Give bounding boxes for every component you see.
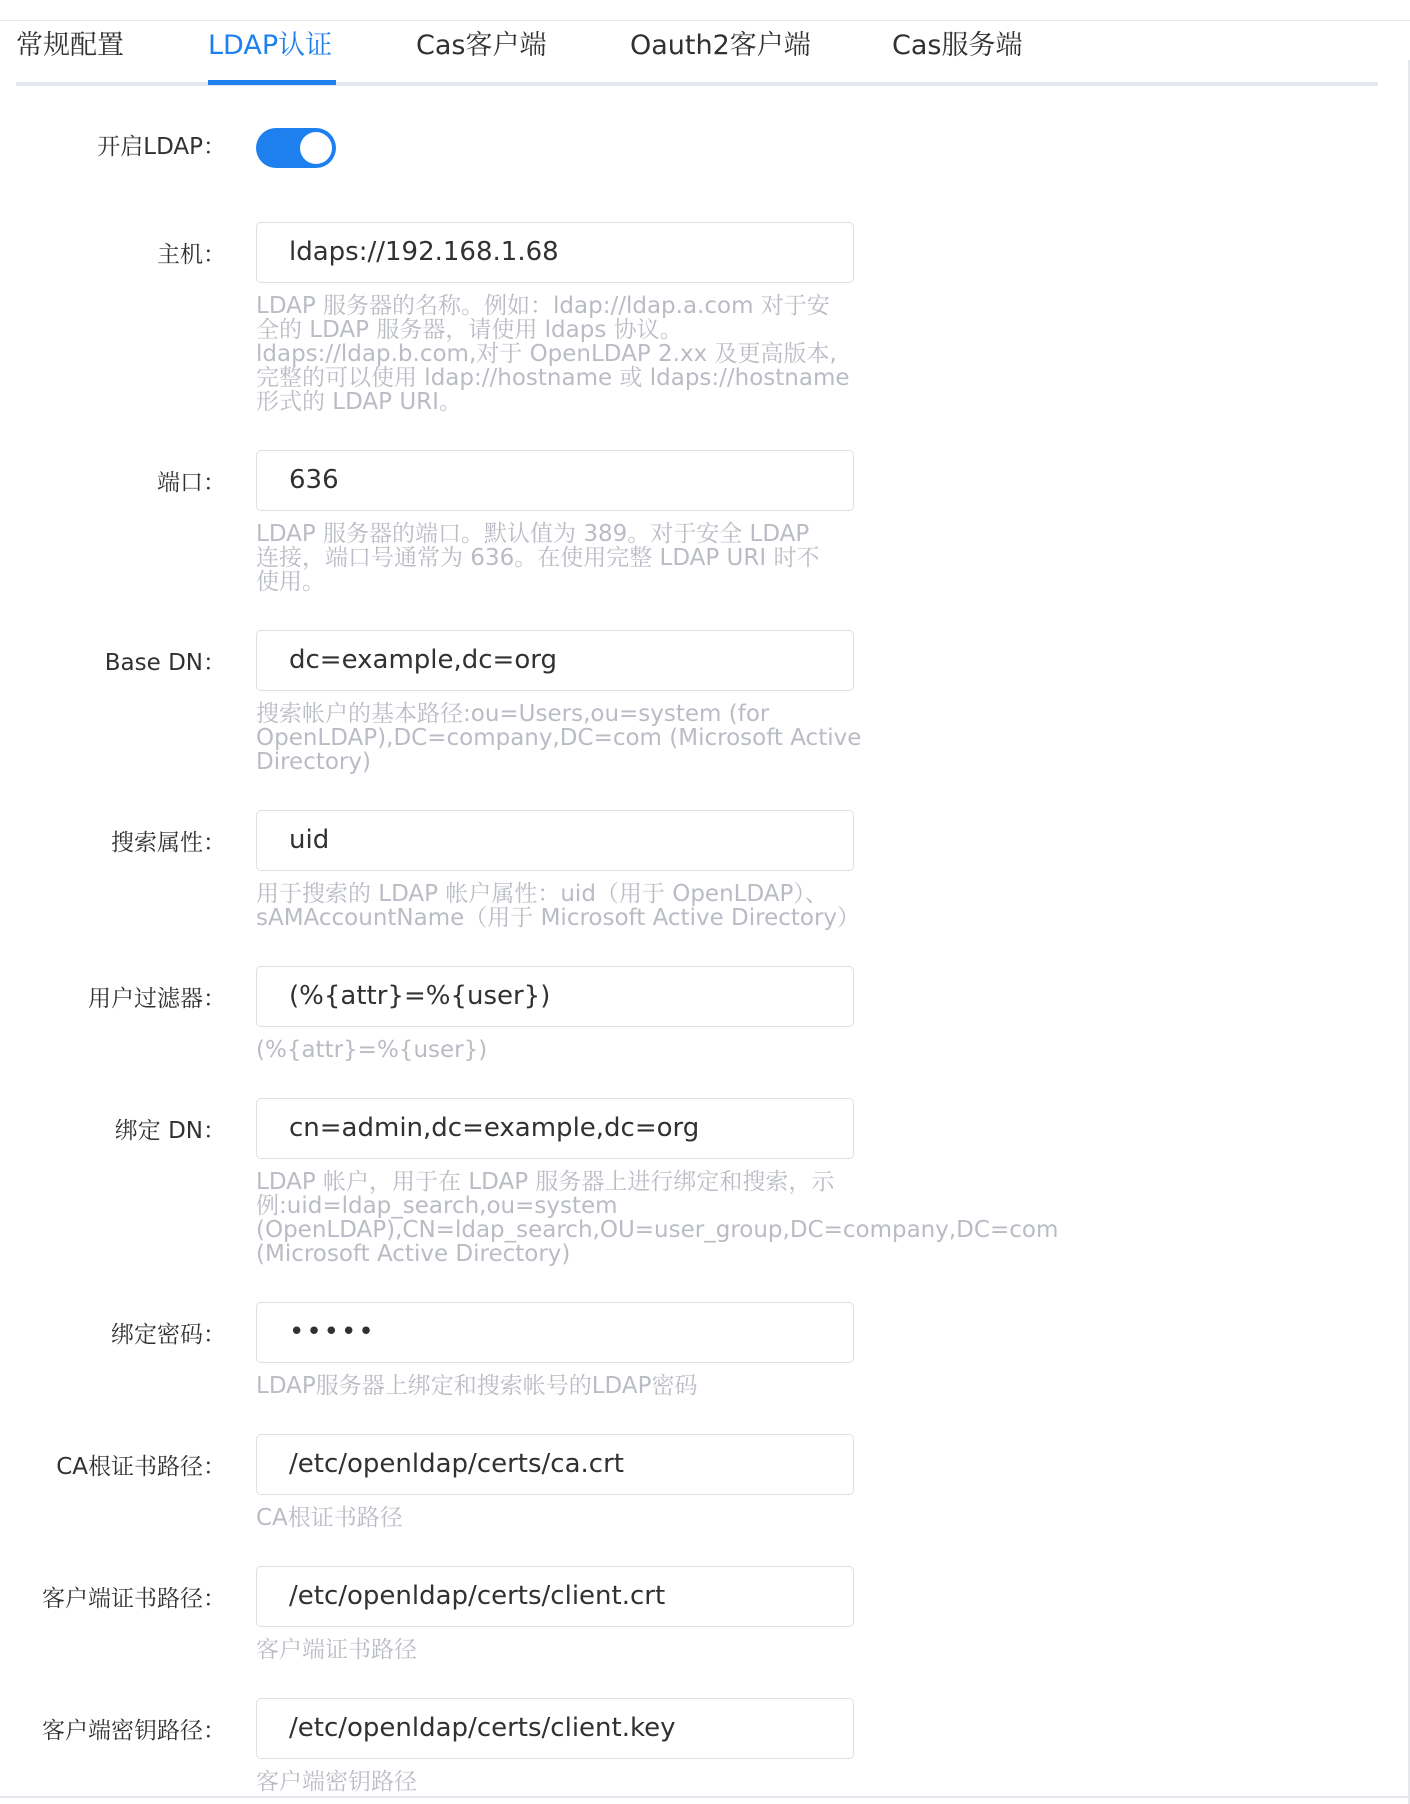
user-filter-label: 用户过滤器： <box>88 986 226 1012</box>
tab-cas-server[interactable]: Cas服务端 <box>892 30 1023 61</box>
hint-line: OpenLDAP),DC=company,DC=com (Microsoft Active <box>256 725 862 751</box>
tab-cas-client[interactable]: Cas客户端 <box>416 30 547 61</box>
hint-line: 客户端密钥路径 <box>256 1769 417 1795</box>
top-border <box>0 20 1410 21</box>
base-dn-input[interactable]: dc=example,dc=org <box>256 630 854 691</box>
tab-general-config[interactable]: 常规配置 <box>16 30 124 61</box>
client-key-input[interactable]: /etc/openldap/certs/client.key <box>256 1698 854 1759</box>
bind-dn-input[interactable]: cn=admin,dc=example,dc=org <box>256 1098 854 1159</box>
bind-password-label: 绑定密码： <box>111 1322 226 1348</box>
host-input[interactable]: ldaps://192.168.1.68 <box>256 222 854 283</box>
search-attr-label: 搜索属性： <box>111 830 226 856</box>
bind-dn-hint <box>256 1170 1058 1266</box>
tab-ldap-auth[interactable]: LDAP认证 <box>208 30 333 61</box>
bind-dn-label: 绑定 DN： <box>114 1118 226 1144</box>
hint-line: 用于搜索的 LDAP 帐户属性：uid（用于 OpenLDAP）、 <box>256 881 828 907</box>
hint-line: ldaps://ldap.b.com,对于 OpenLDAP 2.xx 及更高版本, <box>256 341 837 367</box>
ca-cert-label: CA根证书路径： <box>56 1454 226 1480</box>
base-dn-hint <box>256 702 861 774</box>
hint-line: LDAP 帐户，用于在 LDAP 服务器上进行绑定和搜索，示 <box>256 1169 835 1195</box>
enable-ldap-switch[interactable] <box>256 128 336 168</box>
hint-line: 使用。 <box>256 569 325 595</box>
bottom-border <box>0 1796 1410 1798</box>
client-key-label: 客户端密钥路径： <box>42 1718 226 1744</box>
active-tab-indicator <box>208 80 336 85</box>
client-cert-hint <box>256 1638 417 1662</box>
hint-line: LDAP 服务器的端口。默认值为 389。对于安全 LDAP <box>256 521 810 547</box>
hint-line: sAMAccountName（用于 Microsoft Active Directory） <box>256 905 861 931</box>
hint-line: LDAP 服务器的名称。例如：ldap://ldap.a.com 对于安 <box>256 293 830 319</box>
hint-line: 例:uid=ldap_search,ou=system <box>256 1193 618 1219</box>
tab-oauth2-client[interactable]: Oauth2客户端 <box>630 30 811 61</box>
port-label: 端口： <box>157 470 226 496</box>
client-cert-label: 客户端证书路径： <box>42 1586 226 1612</box>
search-attr-input[interactable]: uid <box>256 810 854 871</box>
hint-line: 连接，端口号通常为 636。在使用完整 LDAP URI 时不 <box>256 545 820 571</box>
hint-line: Directory) <box>256 749 371 775</box>
hint-line: LDAP服务器上绑定和搜索帐号的LDAP密码 <box>256 1373 698 1399</box>
bind-password-input[interactable]: ••••• <box>256 1302 854 1363</box>
search-attr-hint <box>256 882 860 930</box>
hint-line: 全的 LDAP 服务器，请使用 ldaps 协议。 <box>256 317 683 343</box>
host-hint <box>256 294 850 414</box>
user-filter-input[interactable]: (%{attr}=%{user}) <box>256 966 854 1027</box>
enable-ldap-label: 开启LDAP： <box>97 134 226 160</box>
hint-line: (OpenLDAP),CN=ldap_search,OU=user_group,DC=company,DC=com <box>256 1217 1059 1243</box>
hint-line: CA根证书路径 <box>256 1505 403 1531</box>
ca-cert-hint <box>256 1506 403 1530</box>
switch-knob <box>300 132 332 164</box>
hint-line: (Microsoft Active Directory) <box>256 1241 571 1267</box>
port-input[interactable]: 636 <box>256 450 854 511</box>
ca-cert-input[interactable]: /etc/openldap/certs/ca.crt <box>256 1434 854 1495</box>
hint-line: 完整的可以使用 ldap://hostname 或 ldaps://hostname <box>256 365 850 391</box>
client-cert-input[interactable]: /etc/openldap/certs/client.crt <box>256 1566 854 1627</box>
host-label: 主机： <box>157 242 226 268</box>
bind-password-hint <box>256 1374 697 1398</box>
hint-line: 客户端证书路径 <box>256 1637 417 1663</box>
hint-line: 形式的 LDAP URI。 <box>256 389 462 415</box>
hint-line: (%{attr}=%{user}) <box>256 1037 488 1063</box>
base-dn-label: Base DN： <box>104 650 226 676</box>
hint-line: 搜索帐户的基本路径:ou=Users,ou=system (for <box>256 701 770 727</box>
user-filter-hint <box>256 1038 487 1062</box>
port-hint <box>256 522 819 594</box>
client-key-hint <box>256 1770 417 1794</box>
